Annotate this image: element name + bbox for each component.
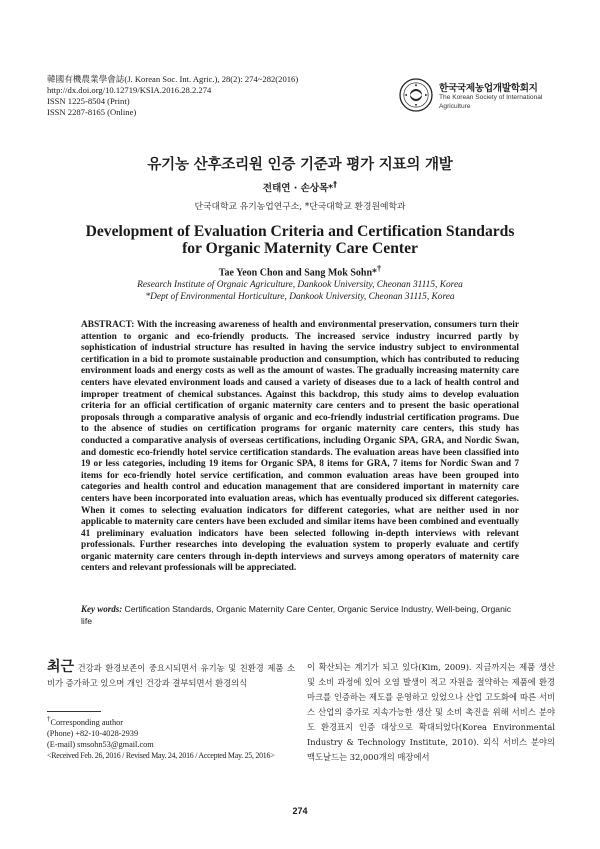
society-english-line1: The Korean Society of International xyxy=(439,94,543,101)
society-logo xyxy=(399,78,559,122)
society-korean-name: 한국국제농업개발학회지 xyxy=(439,83,538,94)
korean-author-mark: † xyxy=(333,180,338,189)
english-affiliation xyxy=(0,279,600,303)
english-title xyxy=(0,223,600,257)
abstract-text: ABSTRACT: With the increasing awareness of health and environmental preservation, consumers turn their attention to organic and eco-friendly products. The increased service industry incurred partly by sophistication of industrial structure has resulted in having the service industry subject to environmental certification in a bid to promote sustainable production and consumption, which has contributed to reducing environment loads and energy costs as well as the amount of wastes. The gradually increasing maternity care centers have elevated environment loads and caused a variety of diseases due to a lack of health control and improper treatment of chemical substances. Against this backdrop, this study aims to develop evaluation criteria for an official certification of organic maternity care centers and to present the basic operational proposals through a comparative analysis of organic and eco-friendly industrial certification programs. Due to the absence of studies on certification programs for organic maternity care centers, this study has conducted a comparative analysis of overseas certifications, including Organic SPA, GRA, and Nordic Swan, and domestic eco-friendly hotel service certification standards. The evaluation areas have been classified into 19 or less categories, including 19 items for Organic SPA, 8 items for GRA, 7 items for Nordic Swan and 7 items for eco-friendly hotel service certification, and common evaluation areas have been grouped into categories and health control and education management that are considered important in maternity care centers have been incorporated into evaluation areas, which has eventually produced six different categories. When it comes to selecting evaluation indicators for different categories, what are neither used in nor applicable to maternity care centers have been excluded and similar items have been combined and eventually 41 preliminary evaluation indicators have been selected following in-depth interviews with relevant professionals. Further researches into developing the evaluation system to properly evaluate and certify organic maternity care centers through in-depth interviews and surveys among operators of maternity care centers and relevant professionals will be appreciated. xyxy=(81,320,520,574)
keywords-label: Key words: xyxy=(81,604,123,614)
english-author-names: Tae Yeon Chon and Sang Mok Sohn* xyxy=(218,267,378,279)
page-number: 274 xyxy=(292,806,308,816)
korean-affiliation: 단국대학교 유기농업연구소, *단국대학교 환경원예학과 xyxy=(194,202,406,212)
english-author-mark: † xyxy=(377,264,382,273)
english-authors xyxy=(0,264,600,278)
footnote-mark: † xyxy=(47,716,51,723)
body-left-text: 건강과 환경보존이 중요시되면서 유기농 및 친환경 제품 소비가 증가하고 있으며 개인 건강과 결부되면서 환경의식 xyxy=(47,663,295,688)
footnote-phone: (Phone) +82-10-4028-2939 xyxy=(47,728,139,738)
journal-metadata xyxy=(47,74,298,118)
english-title-line2: for Organic Maternity Care Center xyxy=(182,240,418,257)
english-title-line1: Development of Evaluation Criteria and Certification Standards xyxy=(85,223,515,240)
english-affiliation-line1: Research Institute of Orgnaic Agriculture, Dankook University, Cheonan 31115, Korea xyxy=(137,280,463,290)
footnote-email: (E-mail) smsohn53@gmail.com xyxy=(47,739,154,749)
society-seal-icon xyxy=(399,78,433,112)
society-english-name xyxy=(439,94,542,111)
society-english-line2: Agriculture xyxy=(439,102,471,110)
footnote-corresponding-label: Corresponding author xyxy=(50,717,124,727)
footnote-received: <Received Feb. 26, 2016 / Revised May. 24, 2016 / Accepted May. 25, 2016> xyxy=(47,750,275,760)
citation-line: 韓國有機農業學會誌(J. Korean Soc. Int. Agric.), 28(2): 274~282(2016) xyxy=(47,74,299,84)
keywords-list: Certification Standards, Organic Maternity Care Center, Organic Service Industry, Well-being, Organic life xyxy=(81,604,512,626)
korean-title: 유기농 산후조리원 인증 기준과 평가 지표의 개발 xyxy=(147,157,453,173)
footnote-corresponding xyxy=(47,714,302,728)
korean-authors xyxy=(0,180,600,194)
english-affiliation-line2: *Dept of Environmental Horticulture, Dankook University, Cheonan 31115, Korea xyxy=(145,292,455,302)
doi-link[interactable]: http://dx.doi.org/10.12719/KSIA.2016.28.2.274 xyxy=(47,85,212,95)
issn-online: ISSN 2287-8165 (Online) xyxy=(47,107,137,117)
footnote-divider xyxy=(47,711,101,712)
korean-author-names: 전태연 · 손상목* xyxy=(262,183,334,195)
body-left-column xyxy=(47,660,295,691)
body-right-column: 이 확산되는 계기가 되고 있다(Kim, 2009). 지금까지는 제품 생산 및 소비 과정에 있어 오염 발생이 적고 자원을 절약하는 제품에 환경마크를 인증하는 제도를 운영하고 있었으나 산업 고도화에 따른 서비스 산업의 증가로 지속가능한 생산 및 소비 촉진을 위해 서비스 분야도 환경표지 인증 대상으로 확대되었다(Korea Environmental Industry & Technology Institute, 2010). 외식 서비스 분야의 맥도날드는 32,000개의 매장에서 xyxy=(307,662,555,762)
keywords xyxy=(81,604,519,627)
body-dropword: 최근 xyxy=(47,659,75,675)
footnote xyxy=(47,714,302,761)
issn-print: ISSN 1225-8504 (Print) xyxy=(47,96,130,106)
